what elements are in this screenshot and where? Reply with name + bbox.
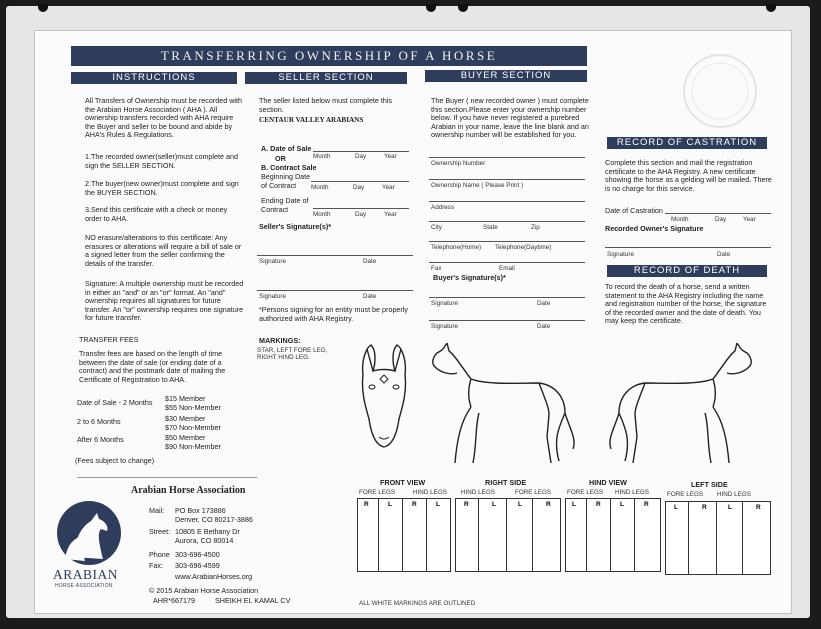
tel-home-label: Telephone(Home): [431, 244, 482, 251]
logo-word: ARABIAN: [53, 567, 119, 582]
fee-label: Date of Sale - 2 Months: [77, 398, 153, 407]
leg-l-label: L: [572, 501, 576, 508]
fore-legs-label: FORE LEGS: [515, 489, 552, 496]
city-state-zip-field[interactable]: [429, 221, 585, 222]
no-erasure-note: NO erasure/alterations to this certificate: Any erasures or alterations will require a bill of sale or a signed letter from the seller confirming the details of the transfer.: [85, 233, 242, 268]
death-text: To record the death of a horse, send a written statement to the AHA Registry including the name and registration number of the horse, the signature of the recorded owner and the date of death. You may keep the certificate.: [605, 282, 767, 326]
instructions-step2: 2.The buyer(new owner)must complete and sign the BUYER SECTION.: [85, 179, 239, 197]
ownership-number-field[interactable]: [429, 157, 585, 158]
phone-number: 303-696-4500: [175, 550, 220, 559]
hind-view-leg-grid[interactable]: [565, 498, 661, 572]
markings-line2: RIGHT HIND LEG.: [257, 354, 310, 361]
seal-watermark-icon: [675, 51, 765, 131]
white-markings-note: ALL WHITE MARKINGS ARE OUTLINED: [359, 600, 476, 607]
right-side-leg-grid[interactable]: [455, 498, 561, 572]
castration-header: RECORD OF CASTRATION: [607, 137, 767, 149]
year-label: Year: [384, 211, 397, 218]
address-field[interactable]: [429, 201, 585, 202]
markings-label: MARKINGS:: [259, 336, 301, 345]
instructions-step1: 1.The recorded owner(seller)must complete and sign the SELLER SECTION.: [85, 152, 239, 170]
fee-member: $50 Member: [165, 433, 206, 442]
year-label: Year: [384, 153, 397, 160]
fax-label: Fax:: [149, 561, 163, 570]
instructions-intro: All Transfers of Ownership must be recorded with the Arabian Horse Association ( AHA ). All ownership transfers recorded with AHA require the Buyer and seller to be bound and abide by AHA's Rules & Regulations.: [85, 96, 242, 140]
hind-legs-label: HIND LEGS: [413, 489, 447, 496]
leg-r-label: R: [756, 504, 761, 511]
ownership-number-label: Ownership Number: [431, 160, 486, 167]
leg-l-label: L: [620, 501, 624, 508]
month-label: Month: [311, 184, 329, 191]
buyer-header: BUYER SECTION: [425, 70, 587, 82]
ending-date-label: Ending Date of Contract: [261, 196, 309, 214]
buyer-signature-field[interactable]: [429, 320, 585, 321]
leg-l-label: L: [388, 501, 392, 508]
date-label: Date: [717, 251, 731, 258]
fee-member: $30 Member: [165, 414, 206, 423]
beginning-date-label: Beginning Date of Contract: [261, 172, 311, 190]
date-label: Date: [363, 258, 377, 265]
front-view-label: FRONT VIEW: [380, 478, 426, 487]
fore-legs-label: FORE LEGS: [667, 491, 704, 498]
mail-label: Mail:: [149, 506, 165, 515]
hind-legs-label: HIND LEGS: [717, 491, 751, 498]
city-label: City: [431, 224, 442, 231]
seller-signature-label: Seller's Signature(s)*: [259, 222, 332, 231]
fore-legs-label: FORE LEGS: [567, 489, 604, 496]
fee-nonmember: $90 Non-Member: [165, 442, 221, 451]
month-label: Month: [313, 153, 331, 160]
fax-label: Fax: [431, 265, 442, 272]
leg-l-label: L: [492, 501, 496, 508]
day-label: Day: [355, 211, 367, 218]
fee-nonmember: $70 Non-Member: [165, 423, 221, 432]
seller-owner-name: CENTAUR VALLEY ARABIANS: [259, 116, 364, 124]
hind-legs-label: HIND LEGS: [461, 489, 495, 496]
castration-date-label: Date of Castration: [605, 206, 663, 215]
day-label: Day: [715, 216, 727, 223]
leg-l-label: L: [518, 501, 522, 508]
fees-note: (Fees subject to change): [75, 456, 155, 465]
day-label: Day: [355, 153, 367, 160]
fee-nonmember: $55 Non-Member: [165, 403, 221, 412]
address-label: Address: [431, 204, 455, 211]
signature-note: Signature: A multiple ownership must be recorded in either an "and" or an "or" format. An "and" ownership requires all signatures for future transfer. An "or" ownership requires one signature for future transfer.: [85, 279, 244, 323]
sleeve-hole: [458, 4, 468, 12]
buyer-intro: The Buyer ( new recorded owner ) must complete this section.Please enter your ownership number below. If you have never registered a purebred Arabian in your name, leave the line blank and an ownership number will be established for you.: [431, 96, 589, 140]
castration-date-field[interactable]: [665, 213, 771, 214]
seller-intro: The seller listed below must complete this section.: [259, 96, 393, 114]
contract-sale-label: B. Contract Sale: [261, 163, 317, 172]
hind-view-label: HIND VIEW: [589, 478, 627, 487]
date-label: Date: [537, 300, 551, 307]
state-label: State: [483, 224, 498, 231]
leg-r-label: R: [596, 501, 601, 508]
certificate-paper: [34, 30, 792, 614]
fees-text: Transfer fees are based on the length of time between the date of sale (or ending date of a contract) and the postmark date of mailing the Certificate of Registration to AHA.: [79, 349, 226, 384]
buyer-signature-field[interactable]: [429, 297, 585, 298]
email-label: Email: [499, 265, 515, 272]
fee-label: 2 to 6 Months: [77, 417, 121, 426]
instructions-header: INSTRUCTIONS: [71, 72, 237, 84]
leg-r-label: R: [364, 501, 369, 508]
signature-label: Signature: [259, 293, 286, 300]
seller-signature-field[interactable]: [257, 290, 413, 291]
instructions-step3: 3.Send this certificate with a check or money order to AHA.: [85, 205, 228, 223]
mail-line1: PO Box 173886: [175, 506, 226, 515]
left-side-leg-grid[interactable]: [665, 501, 771, 575]
signature-label: Signature: [431, 323, 458, 330]
signature-label: Signature: [607, 251, 634, 258]
horse-left-side-icon: [597, 343, 757, 469]
hind-legs-label: HIND LEGS: [615, 489, 649, 496]
or-label: OR: [275, 154, 286, 163]
telephone-field[interactable]: [429, 241, 585, 242]
street-line2: Aurora, CO 80014: [175, 536, 234, 545]
buyer-signature-label: Buyer's Signature(s)*: [433, 273, 506, 282]
month-label: Month: [313, 211, 331, 218]
right-side-label: RIGHT SIDE: [485, 478, 527, 487]
arabian-horse-logo-icon: [53, 499, 125, 569]
leg-l-label: L: [728, 504, 732, 511]
logo-subtitle: HORSE ASSOCIATION: [55, 583, 113, 589]
registration-number: AHR*667179: [153, 596, 195, 605]
leg-r-label: R: [644, 501, 649, 508]
left-side-label: LEFT SIDE: [691, 480, 728, 489]
death-header: RECORD OF DEATH: [607, 265, 767, 277]
phone-label: Phone: [149, 550, 170, 559]
tel-day-label: Telephone(Daytime): [495, 244, 552, 251]
signature-label: Signature: [259, 258, 286, 265]
leg-r-label: R: [412, 501, 417, 508]
mail-line2: Denver, CO 80217-3886: [175, 515, 253, 524]
year-label: Year: [743, 216, 756, 223]
date-label: Date: [363, 293, 377, 300]
fees-title: TRANSFER FEES: [79, 335, 139, 344]
fore-legs-label: FORE LEGS: [359, 489, 396, 496]
website-link[interactable]: www.ArabianHorses.org: [175, 572, 253, 581]
leg-r-label: R: [546, 501, 551, 508]
markings-line1: STAR, LEFT FORE LEG,: [257, 347, 328, 354]
beginning-date-field[interactable]: [311, 181, 409, 182]
form-title: TRANSFERRING OWNERSHIP OF A HORSE: [71, 46, 587, 66]
association-name: Arabian Horse Association: [131, 485, 246, 496]
persons-note: *Persons signing for an entity must be properly authorized with AHA Registry.: [259, 305, 409, 323]
fee-label: After 6 Months: [77, 435, 124, 444]
sleeve-hole: [426, 4, 436, 12]
sleeve-hole: [38, 4, 48, 12]
fee-member: $15 Member: [165, 394, 206, 403]
ownership-name-label: Ownership Name ( Please Print ): [431, 182, 524, 189]
horse-right-side-icon: [427, 343, 583, 469]
day-label: Day: [353, 184, 365, 191]
copyright: © 2015 Arabian Horse Association: [149, 586, 259, 595]
zip-label: Zip: [531, 224, 540, 231]
street-line1: 10805 E Bethany Dr: [175, 527, 240, 536]
divider: [77, 477, 257, 478]
seller-header: SELLER SECTION: [245, 72, 407, 84]
leg-r-label: R: [464, 501, 469, 508]
date-of-sale-field[interactable]: [313, 151, 409, 152]
year-label: Year: [382, 184, 395, 191]
ownership-name-field[interactable]: [429, 179, 585, 180]
horse-name: SHEIKH EL KAMAL CV: [215, 596, 291, 605]
recorded-owner-signature-label: Recorded Owner's Signature: [605, 224, 704, 233]
horse-head-front-icon: [353, 341, 415, 451]
date-label: Date: [537, 323, 551, 330]
leg-l-label: L: [436, 501, 440, 508]
street-label: Street:: [149, 527, 171, 536]
month-label: Month: [671, 216, 689, 223]
date-of-sale-label: A. Date of Sale: [261, 144, 312, 153]
castration-text: Complete this section and mail the registration certificate to the AHA Registry. A new certificate showing the horse as a gelding will be mailed. There is no charge for this service.: [605, 158, 772, 193]
sleeve-hole: [766, 4, 776, 12]
front-view-leg-grid[interactable]: [357, 498, 451, 572]
fax-number: 303-696-4599: [175, 561, 220, 570]
leg-l-label: L: [674, 504, 678, 511]
leg-r-label: R: [702, 504, 707, 511]
castration-signature-field[interactable]: [605, 247, 771, 248]
ending-date-field[interactable]: [313, 208, 409, 209]
seller-signature-field[interactable]: [257, 255, 413, 256]
signature-label: Signature: [431, 300, 458, 307]
fax-email-field[interactable]: [429, 262, 585, 263]
